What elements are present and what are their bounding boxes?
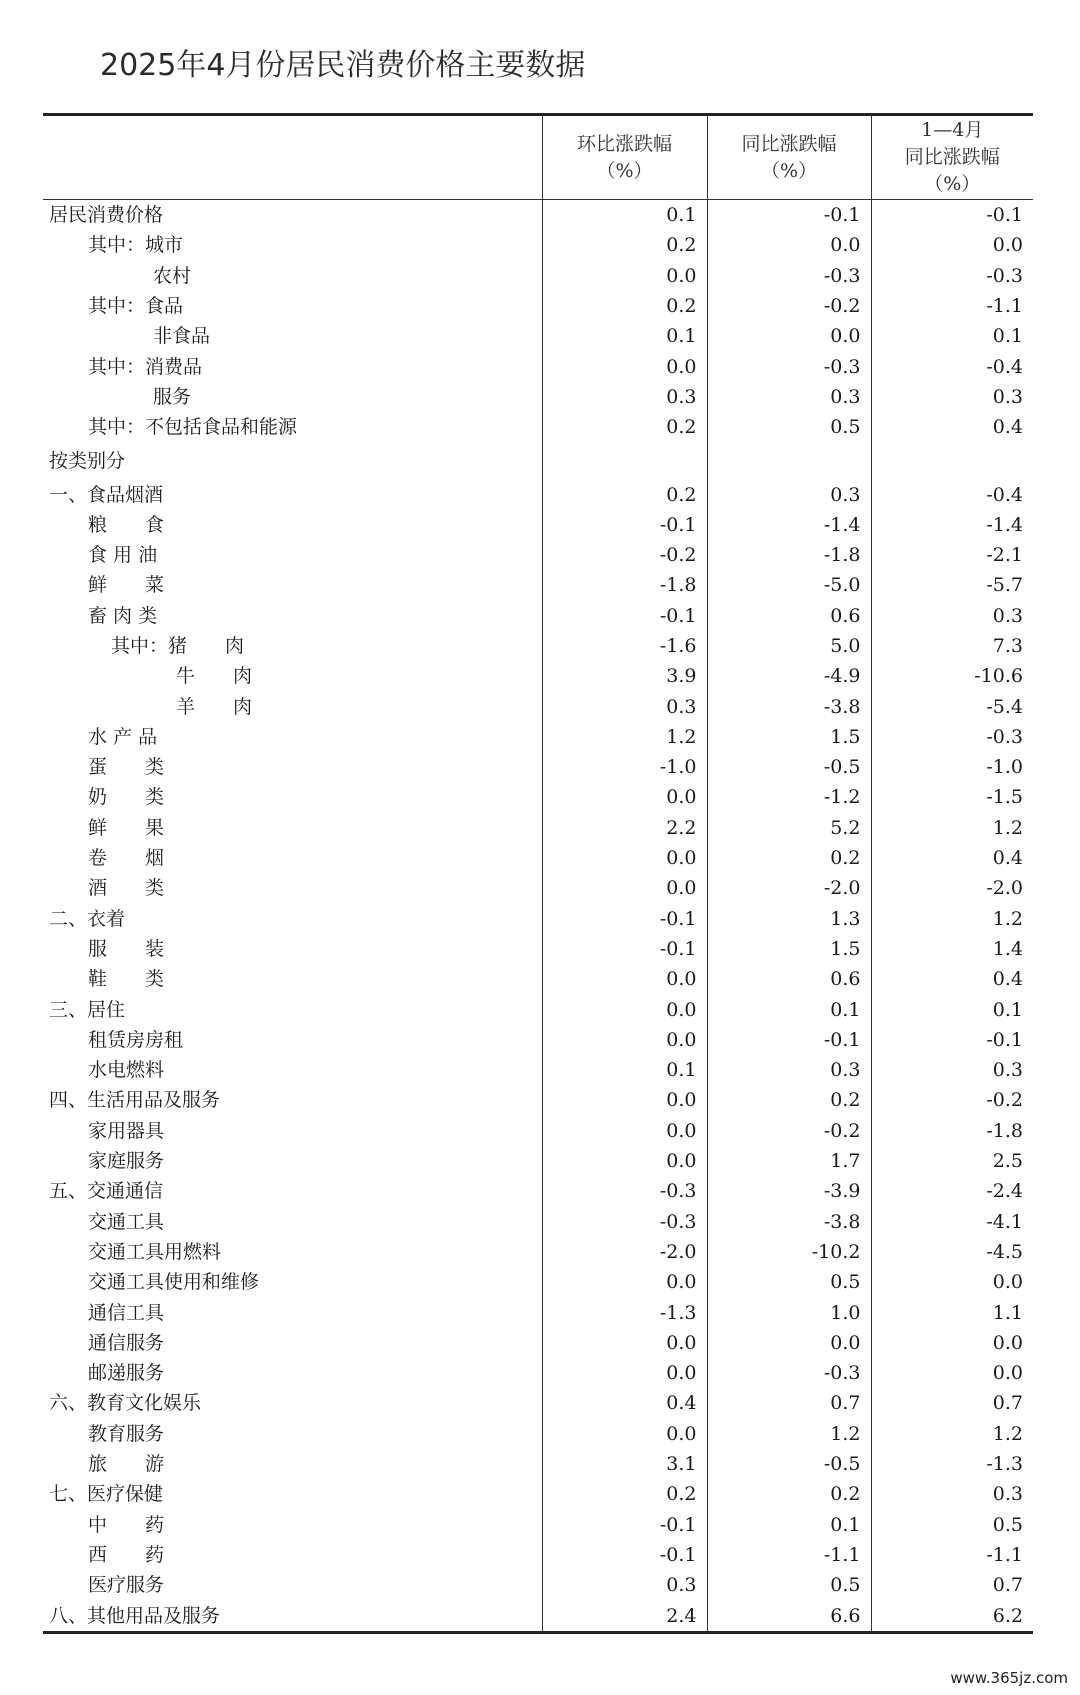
row-yoy-value: 0.5 bbox=[707, 1570, 871, 1600]
row-label: 畜 肉 类 bbox=[88, 604, 158, 627]
table-row bbox=[43, 904, 1033, 934]
row-mom-value: 0.0 bbox=[542, 1116, 707, 1146]
row-yoy-value: -1.1 bbox=[707, 1540, 871, 1570]
table-row bbox=[43, 1267, 1033, 1297]
table-row bbox=[43, 813, 1033, 843]
row-yoy-value: -0.1 bbox=[707, 1025, 871, 1055]
row-label: 通信工具 bbox=[88, 1301, 165, 1324]
table-row bbox=[43, 412, 1033, 442]
watermark: www.365jz.com bbox=[950, 1669, 1068, 1687]
row-label: 五、交通通信 bbox=[49, 1180, 164, 1203]
table-row bbox=[43, 843, 1033, 873]
row-mom-value: 0.3 bbox=[542, 382, 707, 412]
row-ytd-value: -0.4 bbox=[871, 479, 1033, 509]
row-mom-value: 0.0 bbox=[542, 1146, 707, 1176]
row-ytd-value: 0.7 bbox=[871, 1388, 1033, 1418]
row-ytd-value: 0.4 bbox=[871, 964, 1033, 994]
table-row bbox=[43, 934, 1033, 964]
table-row bbox=[43, 1449, 1033, 1479]
row-label: 水 产 品 bbox=[88, 725, 158, 748]
row-yoy-value: -4.9 bbox=[707, 661, 871, 691]
row-label: 其中：消费品 bbox=[88, 355, 203, 378]
row-label: 其中：食品 bbox=[88, 295, 184, 318]
row-mom-value: -0.1 bbox=[542, 934, 707, 964]
table-row bbox=[43, 994, 1033, 1024]
table-row bbox=[43, 1600, 1033, 1632]
row-label: 其中：城市 bbox=[88, 234, 184, 257]
table-row bbox=[43, 1025, 1033, 1055]
row-mom-value: 1.2 bbox=[542, 722, 707, 752]
table-row bbox=[43, 1176, 1033, 1206]
row-label: 教育服务 bbox=[88, 1422, 165, 1445]
row-label: 牛 肉 bbox=[176, 665, 253, 688]
row-label: 蛋 类 bbox=[88, 756, 165, 779]
row-ytd-value: -4.1 bbox=[871, 1207, 1033, 1237]
row-ytd-value: -1.0 bbox=[871, 752, 1033, 782]
row-yoy-value bbox=[707, 442, 871, 479]
row-mom-value: -0.1 bbox=[542, 1509, 707, 1539]
row-label: 一、食品烟酒 bbox=[49, 483, 164, 506]
row-ytd-value: 0.3 bbox=[871, 601, 1033, 631]
row-label: 中 药 bbox=[88, 1513, 165, 1536]
row-ytd-value: -10.6 bbox=[871, 661, 1033, 691]
row-label: 三、居住 bbox=[49, 998, 126, 1021]
row-yoy-value: 0.5 bbox=[707, 1267, 871, 1297]
row-yoy-value: 5.0 bbox=[707, 631, 871, 661]
row-mom-value: 0.0 bbox=[542, 994, 707, 1024]
row-yoy-value: 0.1 bbox=[707, 994, 871, 1024]
header-mom bbox=[542, 115, 707, 200]
table-row bbox=[43, 200, 1033, 231]
row-yoy-value: 0.0 bbox=[707, 230, 871, 260]
row-yoy-value: 0.1 bbox=[707, 1509, 871, 1539]
header-yoy bbox=[707, 115, 871, 200]
row-yoy-value: -0.3 bbox=[707, 261, 871, 291]
row-yoy-value: 0.2 bbox=[707, 1085, 871, 1115]
row-ytd-value: 0.3 bbox=[871, 1055, 1033, 1085]
row-label: 农村 bbox=[153, 264, 192, 287]
row-mom-value: -0.1 bbox=[542, 904, 707, 934]
row-yoy-value: -3.9 bbox=[707, 1176, 871, 1206]
row-label: 粮 食 bbox=[88, 513, 165, 536]
row-label: 四、生活用品及服务 bbox=[49, 1089, 221, 1112]
row-mom-value: 0.0 bbox=[542, 782, 707, 812]
row-ytd-value: -0.3 bbox=[871, 722, 1033, 752]
header-yoy-line1: 同比涨跌幅 bbox=[741, 132, 837, 155]
row-ytd-value: -0.3 bbox=[871, 261, 1033, 291]
header-ytd-line1: 1—4月 bbox=[921, 119, 984, 141]
row-label: 通信服务 bbox=[88, 1331, 165, 1354]
row-yoy-value: -1.4 bbox=[707, 510, 871, 540]
row-mom-value: 0.3 bbox=[542, 691, 707, 721]
row-yoy-value: -3.8 bbox=[707, 691, 871, 721]
row-mom-value: -1.0 bbox=[542, 752, 707, 782]
page-title: 2025年4月份居民消费价格主要数据 bbox=[100, 48, 586, 83]
row-label: 邮递服务 bbox=[88, 1362, 165, 1385]
table-row bbox=[43, 1570, 1033, 1600]
table-row bbox=[43, 261, 1033, 291]
header-mom-line1: 环比涨跌幅 bbox=[576, 132, 672, 155]
row-mom-value: 0.2 bbox=[542, 1479, 707, 1509]
row-ytd-value: -1.1 bbox=[871, 1540, 1033, 1570]
row-mom-value: 0.3 bbox=[542, 1570, 707, 1600]
row-ytd-value: 1.2 bbox=[871, 904, 1033, 934]
row-ytd-value: -0.2 bbox=[871, 1085, 1033, 1115]
table-row bbox=[43, 1207, 1033, 1237]
row-yoy-value: -0.3 bbox=[707, 351, 871, 381]
table-row bbox=[43, 631, 1033, 661]
row-label: 居民消费价格 bbox=[49, 204, 164, 227]
row-mom-value: 0.2 bbox=[542, 230, 707, 260]
row-yoy-value: 0.0 bbox=[707, 321, 871, 351]
row-label: 其中：不包括食品和能源 bbox=[88, 416, 298, 439]
row-ytd-value: -2.0 bbox=[871, 873, 1033, 903]
row-mom-value: 0.0 bbox=[542, 873, 707, 903]
row-label: 交通工具使用和维修 bbox=[88, 1271, 260, 1294]
row-ytd-value: 0.7 bbox=[871, 1570, 1033, 1600]
row-yoy-value: 0.6 bbox=[707, 964, 871, 994]
row-label: 交通工具 bbox=[88, 1210, 165, 1233]
row-yoy-value: 0.6 bbox=[707, 601, 871, 631]
row-yoy-value: 0.0 bbox=[707, 1328, 871, 1358]
row-label: 食 用 油 bbox=[88, 544, 158, 567]
row-label: 租赁房房租 bbox=[88, 1028, 184, 1051]
row-label: 交通工具用燃料 bbox=[88, 1240, 222, 1263]
row-mom-value: 3.1 bbox=[542, 1449, 707, 1479]
row-label: 卷 烟 bbox=[88, 847, 165, 870]
table-row bbox=[43, 1297, 1033, 1327]
row-yoy-value: -0.3 bbox=[707, 1358, 871, 1388]
table-row bbox=[43, 510, 1033, 540]
row-mom-value: 0.1 bbox=[542, 321, 707, 351]
row-mom-value: 2.2 bbox=[542, 813, 707, 843]
row-ytd-value: 0.0 bbox=[871, 1358, 1033, 1388]
table-row bbox=[43, 782, 1033, 812]
row-ytd-value: 0.5 bbox=[871, 1509, 1033, 1539]
row-label: 家庭服务 bbox=[88, 1150, 165, 1173]
row-yoy-value: 0.3 bbox=[707, 479, 871, 509]
table-row bbox=[43, 1055, 1033, 1085]
row-yoy-value: -0.1 bbox=[707, 200, 871, 231]
row-mom-value: 3.9 bbox=[542, 661, 707, 691]
table-row bbox=[43, 873, 1033, 903]
row-ytd-value: 2.5 bbox=[871, 1146, 1033, 1176]
row-yoy-value: 1.7 bbox=[707, 1146, 871, 1176]
row-yoy-value: 0.3 bbox=[707, 1055, 871, 1085]
row-ytd-value: 1.4 bbox=[871, 934, 1033, 964]
row-ytd-value: 0.3 bbox=[871, 1479, 1033, 1509]
table-row bbox=[43, 1116, 1033, 1146]
row-yoy-value: 1.5 bbox=[707, 934, 871, 964]
row-yoy-value: 0.2 bbox=[707, 1479, 871, 1509]
row-yoy-value: 1.5 bbox=[707, 722, 871, 752]
row-mom-value: 0.2 bbox=[542, 291, 707, 321]
row-mom-value: -0.1 bbox=[542, 601, 707, 631]
table-row bbox=[43, 601, 1033, 631]
row-label: 羊 肉 bbox=[176, 695, 253, 718]
table-row bbox=[43, 691, 1033, 721]
cpi-table bbox=[43, 113, 1033, 1634]
row-label: 旅 游 bbox=[88, 1453, 165, 1476]
row-label: 水电燃料 bbox=[88, 1059, 165, 1082]
row-ytd-value: 1.2 bbox=[871, 813, 1033, 843]
row-ytd-value: 0.1 bbox=[871, 321, 1033, 351]
row-ytd-value: -1.5 bbox=[871, 782, 1033, 812]
header-yoy-line2: （%） bbox=[760, 159, 818, 182]
row-yoy-value: -5.0 bbox=[707, 570, 871, 600]
header-ytd-line2: 同比涨跌幅 bbox=[904, 146, 1000, 168]
table-row bbox=[43, 479, 1033, 509]
row-label: 家用器具 bbox=[88, 1119, 165, 1142]
row-yoy-value: 1.2 bbox=[707, 1419, 871, 1449]
row-ytd-value: 0.0 bbox=[871, 1328, 1033, 1358]
row-mom-value: -1.6 bbox=[542, 631, 707, 661]
row-ytd-value: 0.4 bbox=[871, 412, 1033, 442]
table-row bbox=[43, 382, 1033, 412]
table-row bbox=[43, 1419, 1033, 1449]
row-mom-value: 0.0 bbox=[542, 1267, 707, 1297]
row-yoy-value: 6.6 bbox=[707, 1600, 871, 1632]
row-label: 服务 bbox=[153, 385, 192, 408]
row-yoy-value: -1.8 bbox=[707, 540, 871, 570]
row-ytd-value: 0.1 bbox=[871, 994, 1033, 1024]
header-ytd-line3: （%） bbox=[924, 173, 981, 195]
table-row bbox=[43, 291, 1033, 321]
row-ytd-value: -1.4 bbox=[871, 510, 1033, 540]
row-mom-value: -0.1 bbox=[542, 510, 707, 540]
row-label: 非食品 bbox=[153, 325, 211, 348]
row-ytd-value: -2.4 bbox=[871, 1176, 1033, 1206]
table-header-row bbox=[43, 115, 1033, 200]
row-ytd-value: -4.5 bbox=[871, 1237, 1033, 1267]
row-mom-value: 2.4 bbox=[542, 1600, 707, 1632]
row-label: 八、其他用品及服务 bbox=[43, 1600, 542, 1632]
table-row bbox=[43, 1388, 1033, 1418]
table-row bbox=[43, 1146, 1033, 1176]
row-yoy-value: -0.2 bbox=[707, 291, 871, 321]
table-row bbox=[43, 351, 1033, 381]
row-ytd-value: 0.3 bbox=[871, 382, 1033, 412]
row-ytd-value: -0.1 bbox=[871, 200, 1033, 231]
row-yoy-value: 0.5 bbox=[707, 412, 871, 442]
row-label: 按类别分 bbox=[49, 449, 126, 472]
row-ytd-value: -5.7 bbox=[871, 570, 1033, 600]
row-label: 奶 类 bbox=[88, 786, 165, 809]
table-row bbox=[43, 722, 1033, 752]
row-yoy-value: 0.3 bbox=[707, 382, 871, 412]
row-ytd-value: -1.3 bbox=[871, 1449, 1033, 1479]
row-ytd-value: 1.2 bbox=[871, 1419, 1033, 1449]
table-row bbox=[43, 540, 1033, 570]
row-ytd-value: -1.8 bbox=[871, 1116, 1033, 1146]
row-ytd-value: 0.4 bbox=[871, 843, 1033, 873]
row-ytd-value: 6.2 bbox=[871, 1600, 1033, 1632]
row-ytd-value: 0.0 bbox=[871, 230, 1033, 260]
row-mom-value: 0.4 bbox=[542, 1388, 707, 1418]
header-ytd bbox=[871, 115, 1033, 200]
table-row bbox=[43, 442, 1033, 479]
row-ytd-value: -0.4 bbox=[871, 351, 1033, 381]
row-mom-value: 0.0 bbox=[542, 964, 707, 994]
row-mom-value: 0.0 bbox=[542, 261, 707, 291]
row-mom-value: 0.0 bbox=[542, 1328, 707, 1358]
row-label: 酒 类 bbox=[88, 877, 165, 900]
row-yoy-value: 1.0 bbox=[707, 1297, 871, 1327]
row-mom-value: 0.1 bbox=[542, 200, 707, 231]
row-ytd-value: 7.3 bbox=[871, 631, 1033, 661]
table-body bbox=[43, 200, 1033, 1633]
row-label: 鲜 果 bbox=[88, 816, 165, 839]
table-row bbox=[43, 1509, 1033, 1539]
table-row bbox=[43, 1085, 1033, 1115]
table-row bbox=[43, 1328, 1033, 1358]
table-row bbox=[43, 752, 1033, 782]
table-row bbox=[43, 570, 1033, 600]
row-ytd-value: 1.1 bbox=[871, 1297, 1033, 1327]
row-label: 鲜 菜 bbox=[88, 574, 165, 597]
row-yoy-value: -0.5 bbox=[707, 752, 871, 782]
row-label: 六、教育文化娱乐 bbox=[49, 1392, 202, 1415]
row-label: 七、医疗保健 bbox=[49, 1483, 164, 1506]
row-yoy-value: -2.0 bbox=[707, 873, 871, 903]
row-ytd-value: -0.1 bbox=[871, 1025, 1033, 1055]
row-label: 其中：猪 肉 bbox=[111, 635, 245, 657]
row-mom-value: 0.0 bbox=[542, 1358, 707, 1388]
table-row bbox=[43, 230, 1033, 260]
row-yoy-value: 0.7 bbox=[707, 1388, 871, 1418]
row-mom-value: 0.2 bbox=[542, 412, 707, 442]
row-ytd-value: -1.1 bbox=[871, 291, 1033, 321]
row-yoy-value: -1.2 bbox=[707, 782, 871, 812]
row-yoy-value: -3.8 bbox=[707, 1207, 871, 1237]
table-row bbox=[43, 1358, 1033, 1388]
row-mom-value: 0.0 bbox=[542, 1085, 707, 1115]
row-ytd-value: 0.0 bbox=[871, 1267, 1033, 1297]
row-mom-value: -1.3 bbox=[542, 1297, 707, 1327]
header-label-column bbox=[43, 115, 542, 200]
table-row bbox=[43, 321, 1033, 351]
table-row bbox=[43, 1237, 1033, 1267]
row-mom-value: -0.3 bbox=[542, 1207, 707, 1237]
row-label: 西 药 bbox=[88, 1543, 165, 1566]
row-label: 鞋 类 bbox=[88, 968, 165, 991]
row-label: 医疗服务 bbox=[88, 1574, 165, 1597]
row-mom-value: 0.2 bbox=[542, 479, 707, 509]
row-ytd-value: -5.4 bbox=[871, 691, 1033, 721]
row-mom-value: 0.0 bbox=[542, 1025, 707, 1055]
row-mom-value: 0.0 bbox=[542, 1419, 707, 1449]
row-ytd-value bbox=[871, 442, 1033, 479]
table-row bbox=[43, 1479, 1033, 1509]
header-mom-line2: （%） bbox=[596, 159, 653, 182]
row-label: 服 装 bbox=[88, 937, 165, 960]
row-yoy-value: 0.2 bbox=[707, 843, 871, 873]
row-mom-value: -0.1 bbox=[542, 1540, 707, 1570]
row-mom-value: 0.1 bbox=[542, 1055, 707, 1085]
row-yoy-value: -10.2 bbox=[707, 1237, 871, 1267]
row-label: 二、衣着 bbox=[49, 907, 126, 930]
row-mom-value: -2.0 bbox=[542, 1237, 707, 1267]
row-mom-value: -0.2 bbox=[542, 540, 707, 570]
row-ytd-value: -2.1 bbox=[871, 540, 1033, 570]
table-row bbox=[43, 964, 1033, 994]
row-yoy-value: 1.3 bbox=[707, 904, 871, 934]
table-row bbox=[43, 661, 1033, 691]
table-row bbox=[43, 1540, 1033, 1570]
row-mom-value bbox=[542, 442, 707, 479]
row-mom-value: -1.8 bbox=[542, 570, 707, 600]
row-mom-value: 0.0 bbox=[542, 843, 707, 873]
row-yoy-value: 5.2 bbox=[707, 813, 871, 843]
row-yoy-value: -0.5 bbox=[707, 1449, 871, 1479]
row-mom-value: -0.3 bbox=[542, 1176, 707, 1206]
row-mom-value: 0.0 bbox=[542, 351, 707, 381]
row-yoy-value: -0.2 bbox=[707, 1116, 871, 1146]
